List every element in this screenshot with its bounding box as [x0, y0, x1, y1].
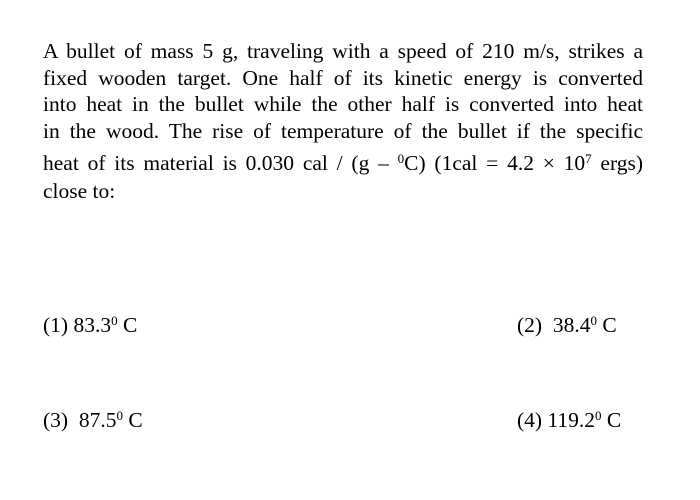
question-line-5-part-a: heat of its material is 0.030 cal / (g – [43, 151, 398, 175]
question-line-5-part-c: ergs) [591, 151, 643, 175]
option-1-label: (1) 83.3 [43, 313, 112, 337]
question-line-2: fixed wooden target. One half of its kinetic energy is converted [43, 65, 643, 90]
question-line-5 [43, 144, 643, 178]
exponent-superscript: 7 [585, 151, 592, 166]
question-line-1: A bullet of mass 5 g, traveling with a speed of 210 m/s, strikes a [43, 39, 643, 63]
option-2-degree: 0 [590, 313, 597, 328]
option-3-unit: C [122, 408, 143, 432]
option-1-degree: 0 [111, 313, 118, 328]
option-1[interactable] [43, 312, 137, 338]
option-4-label: (4) 119.2 [517, 408, 596, 432]
option-1-unit: C [117, 313, 138, 337]
option-2[interactable] [517, 312, 617, 338]
option-3[interactable] [43, 407, 143, 433]
option-3-label: (3) 87.5 [43, 408, 117, 432]
option-4-degree: 0 [595, 408, 602, 423]
question-line-3: into heat in the bullet while the other half is converted into heat [43, 92, 643, 116]
option-4-unit: C [601, 408, 622, 432]
question-text [43, 38, 643, 205]
option-3-degree: 0 [116, 408, 123, 423]
question-line-4: in the wood. The rise of temperature of the bullet if the specific [43, 118, 643, 143]
option-4[interactable] [517, 407, 621, 433]
degree-superscript: 0 [397, 151, 405, 166]
option-2-label: (2) 38.4 [517, 313, 591, 337]
option-2-unit: C [596, 313, 617, 337]
question-line-6: close to: [43, 179, 116, 203]
question-line-5-part-b: C) (1cal = 4.2 × 10 [404, 151, 586, 175]
